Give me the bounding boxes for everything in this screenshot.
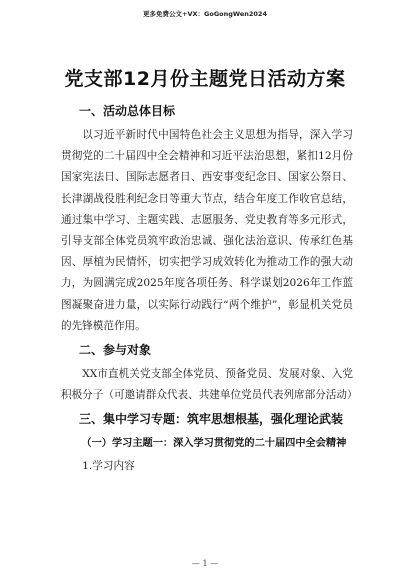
subsection-heading-study-topic-one: （一）学习主题一：深入学习贯彻党的二十届四中全会精神 — [81, 438, 347, 450]
section-heading-study-topic: 三、集中学习专题：筑牢思想根基，强化理论武装 — [79, 412, 344, 427]
page-number: — 1 — — [191, 559, 219, 568]
top-banner: 更多免费公文+VX：GoGongWen2024 — [143, 10, 267, 18]
section-heading-participants: 二、参与对象 — [79, 343, 152, 358]
section-paragraph-participants: XX市直机关党支部全体党员、预备党员、发展对象、入党积极分子（可邀请群众代表、共建单位党员代表列席部分活动） — [61, 368, 358, 402]
document-title: 党支部12月份主题党日活动方案 — [64, 68, 346, 90]
section-heading-goals: 一、活动总体目标 — [79, 104, 176, 118]
list-item-study-content: 1.学习内容 — [82, 460, 135, 473]
document-body — [61, 102, 358, 477]
section-paragraph-goals: 以习近平新时代中国特色社会主义思想为指导，深入学习贯彻党的二十届四中全会精神和习近平法治思想，紧扣12月份国家宪法日、国际志愿者日、西安事变纪念日、国家公祭日、长津湖战役胜利纪念日等重大节点，结合年度工作收官总结，通过集中学习、主题实践、志愿服务、党史教育等多元形式，引导支部全体党员筑牢政治忠诚、强化法治意识、传承红色基因、厚植为民情怀，切实把学习成效转化为推动工作的强大动力，为圆满完成2025年度各项任务、科学谋划2026年工作蓝图凝聚奋进力量，以实际行动践行“两个维护”，彰显机关党员的先锋模范作用。 — [61, 129, 353, 332]
